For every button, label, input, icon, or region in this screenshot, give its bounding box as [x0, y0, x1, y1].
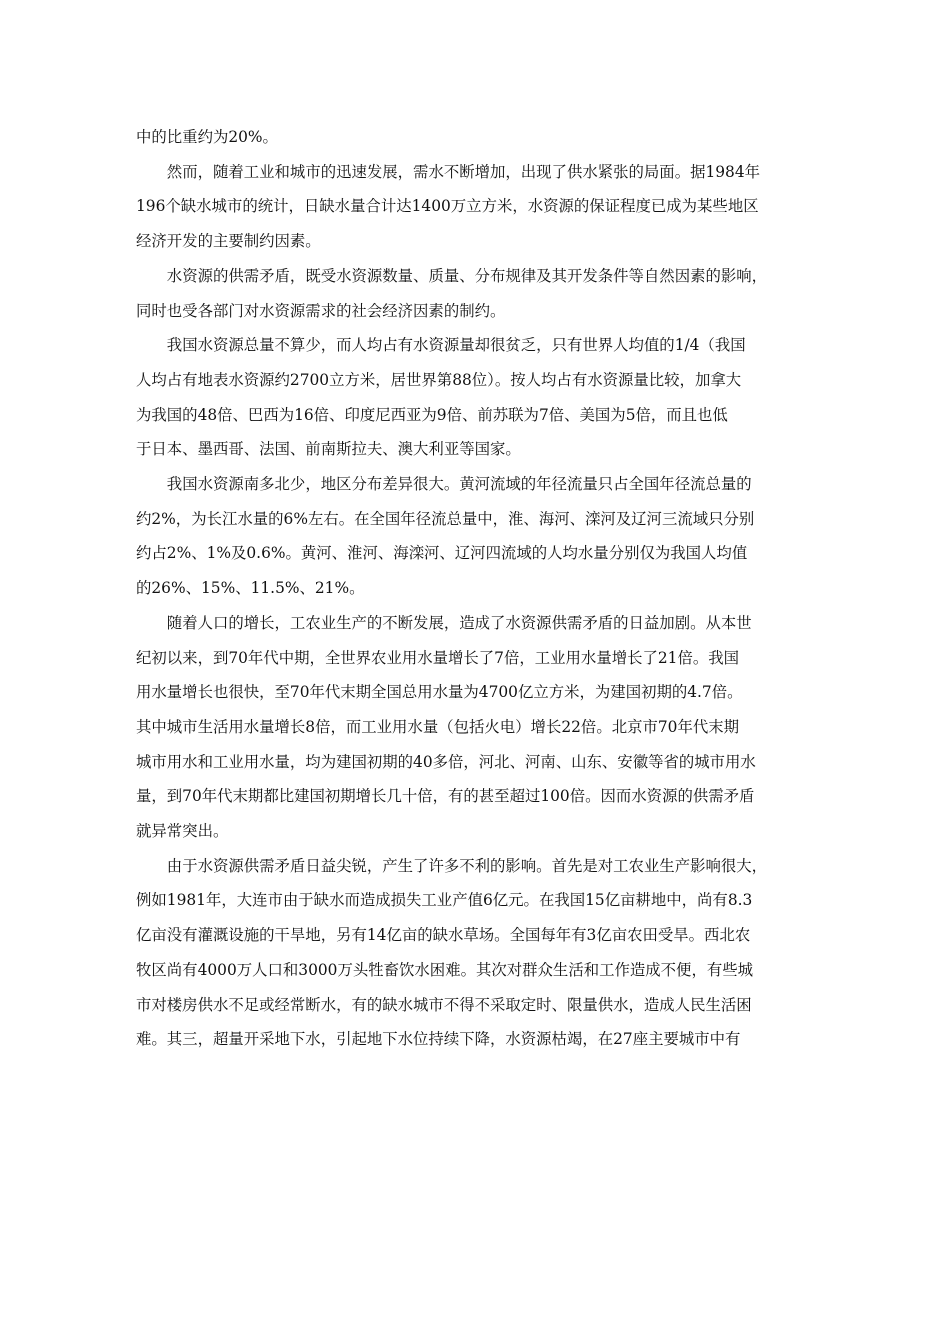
paragraph-4: 我国水资源总量不算少，而人均占有水资源量却很贫乏，只有世界人均值的1/4（我国 人均占有地表水资源约2700立方米，居世界第88位）。按人均占有水资源量比较，加拿大 为我国的48倍、巴西为16倍、印度尼西亚为9倍、前苏联为7倍、美国为5倍，而且也低 于日本、墨西哥、法国、前南斯拉夫、澳大利亚等国家。 [136, 336, 746, 459]
document-body [136, 120, 816, 1057]
paragraph-1: 中的比重约为20%。 [136, 128, 278, 146]
paragraph-6: 随着人口的增长，工农业生产的不断发展，造成了水资源供需矛盾的日益加剧。从本世 纪初以来，到70年代中期，全世界农业用水量增长了7倍，工业用水量增长了21倍。我国 用水量增长也很快，至70年代末期全国总用水量为4700亿立方米，为建国初期的4.7倍。 其中城市生活用水量增长8倍，而工业用水量（包括火电）增长22倍。北京市70年代末期 城市用水和工业用水量，均为建国初期的40多倍，河北、河南、山东、安徽等省的城市用水 量，到70年代末期都比建国初期增长几十倍，有的甚至超过100倍。因而水资源的供需矛盾 就异常突出。 [136, 613, 756, 841]
paragraph-7: 由于水资源供需矛盾日益尖锐，产生了许多不利的影响。首先是对工农业生产影响很大， 例如1981年，大连市由于缺水而造成损失工业产值6亿元。在我国15亿亩耕地中，尚有8.3 亿亩没有灌溉设施的干旱地，另有14亿亩的缺水草场。全国每年有3亿亩农田受旱。西北农 牧区尚有4000万人口和3000万头牲畜饮水困难。其次对群众生活和工作造成不便，有些城 市对楼房供水不足或经常断水，有的缺水城市不得不采取定时、限量供水，造成人民生活困 难。其三，超量开采地下水，引起地下水位持续下降，水资源枯竭，在27座主要城市中有 [136, 856, 768, 1049]
paragraph-2: 然而，随着工业和城市的迅速发展，需水不断增加，出现了供水紧张的局面。据1984年 196个缺水城市的统计，日缺水量合计达1400万立方米，水资源的保证程度已成为某些地区 经济开发的主要制约因素。 [136, 162, 761, 251]
paragraph-5: 我国水资源南多北少，地区分布差异很大。黄河流域的年径流量只占全国年径流总量的 约2%，为长江水量的6%左右。在全国年径流总量中，淮、海河、滦河及辽河三流域只分别 约占2%、1%及0.6%。黄河、淮河、海滦河、辽河四流域的人均水量分别仅为我国人均值 的26%、15%、11.5%、21%。 [136, 475, 755, 598]
paragraph-3: 水资源的供需矛盾，既受水资源数量、质量、分布规律及其开发条件等自然因素的影响， 同时也受各部门对水资源需求的社会经济因素的制约。 [136, 266, 768, 320]
